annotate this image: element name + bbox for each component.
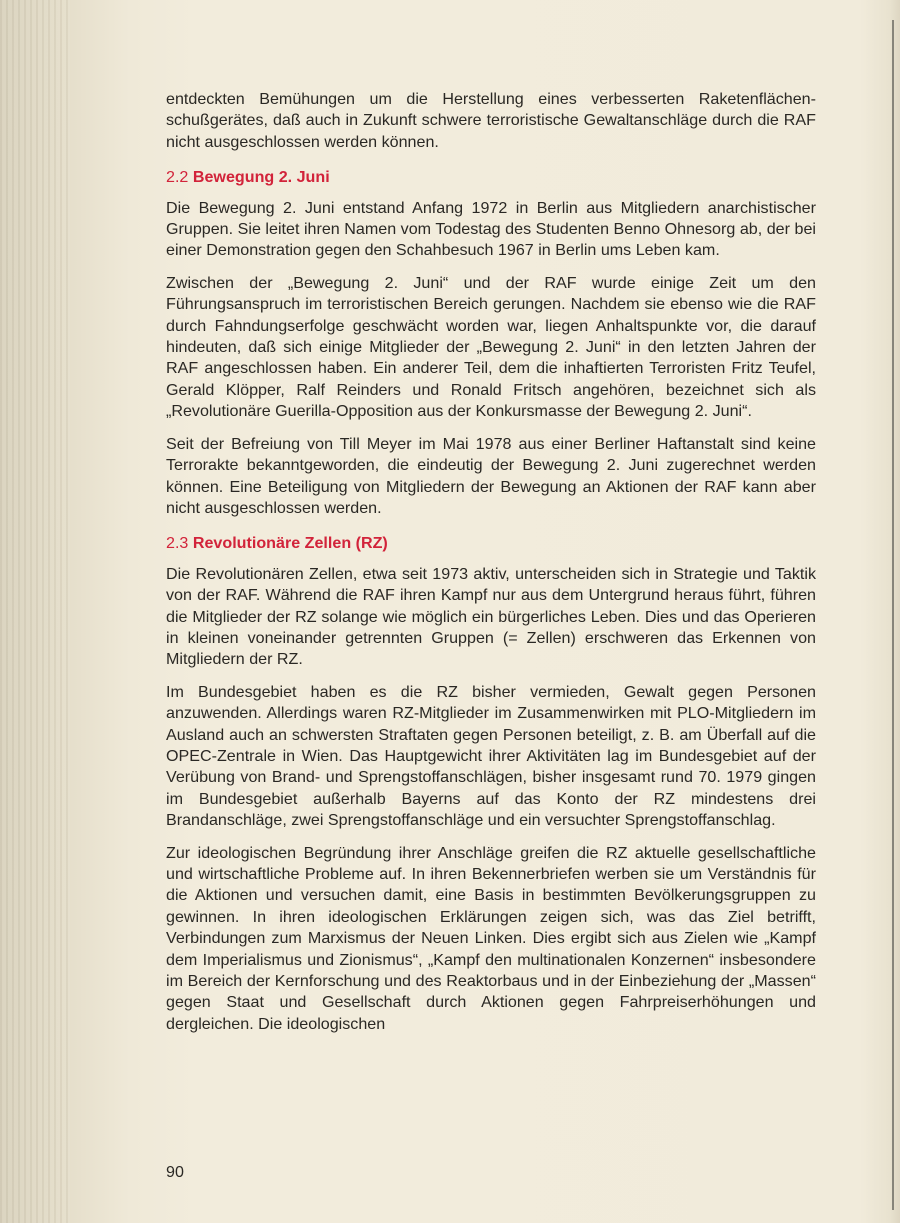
section-title: Revolutionäre Zellen (RZ): [192, 534, 388, 553]
page-number: 90: [166, 1163, 184, 1181]
body-text: [166, 89, 816, 1046]
section-number: 2.2: [166, 168, 189, 187]
page-edge: [892, 20, 894, 1210]
book-spine-shadow: [0, 0, 70, 1223]
section-heading-revolutionaere-zellen: [166, 533, 816, 554]
section-heading-bewegung-2-juni: [166, 167, 816, 188]
paragraph-rz-strategy: Die Revolutionären Zellen, etwa seit 1973 aktiv, unterscheiden sich in Strategie und Taktik von der RAF. Während die RAF ihren Kampf nur aus dem Untergrund heraus führt, führen die Mitglieder der RZ solange wie möglich ein bürgerliches Leben. Dies und das Operieren in kleinen voneinander getrennten Gruppen (= Zellen) erschweren das Erkennen von Mitgliedern der RZ.: [166, 564, 816, 669]
paragraph-origin: Die Bewegung 2. Juni entstand Anfang 1972 in Berlin aus Mitgliedern anarchistischer Gruppen. Sie leitet ihren Namen vom Todestag des Studenten Benno Ohnesorg ab, der bei einer Demonstration gegen den Schahbesuch 1967 in Berlin ums Leben kam.: [166, 198, 816, 260]
section-title: Bewegung 2. Juni: [192, 168, 330, 187]
paragraph-rz-activities: Im Bundesgebiet haben es die RZ bisher vermieden, Gewalt gegen Personen anzuwenden. Allerdings waren RZ-Mitglieder im Zusammenwirken mit PLO-Mitgliedern im Ausland auch an schwersten Straftaten gegen Personen beteiligt, z. B. am Überfall auf die OPEC-Zentrale in Wien. Das Hauptgewicht ihrer Aktivitäten lag im Bundesgebiet auf der Verübung von Brand- und Sprengstoffanschlägen, bisher insgesamt rund 70. 1979 gingen im Bundesgebiet außerhalb Bayerns auf das Konto der RZ mindestens drei Brandanschläge, zwei Sprengstoffanschläge und ein versuchter Sprengstoffanschlag.: [166, 682, 816, 830]
section-number: 2.3: [166, 534, 189, 553]
paragraph-intro: entdeckten Bemühungen um die Herstellung eines verbesserten Raketenflächenschußgerätes, daß auch in Zukunft schwere terroristische Gewaltanschläge durch die RAF nicht ausgeschlossen werden können.: [166, 90, 816, 151]
paragraph-rivalry: Zwischen der „Bewegung 2. Juni“ und der RAF wurde einige Zeit um den Führungsanspruch im terroristischen Bereich gerungen. Nachdem sie ebenso wie die RAF durch Fahndungserfolge geschwächt worden war, liegen Anhaltspunkte vor, die darauf hindeuten, daß sich einige Mitglieder der „Bewegung 2. Juni“ in den letzten Jahren der RAF angeschlossen haben. Ein anderer Teil, dem die inhaftierten Terroristen Fritz Teufel, Gerald Klöpper, Ralf Reinders und Ronald Fritsch angehören, bezeichnet sich als „Revolutionäre Guerilla-Opposition aus der Konkursmasse der Bewegung 2. Juni“.: [166, 273, 816, 421]
paragraph-since-1978: Seit der Befreiung von Till Meyer im Mai 1978 aus einer Berliner Haftanstalt sind keine Terrorakte bekanntgeworden, die eindeutig der Bewegung 2. Juni zugerechnet werden können. Eine Beteiligung von Mitgliedern der Bewegung an Aktionen der RAF kann aber nicht ausgeschlossen werden.: [166, 434, 816, 517]
paragraph-rz-ideology: Zur ideologischen Begründung ihrer Anschläge greifen die RZ aktuelle gesellschaftliche und wirtschaftliche Probleme auf. In ihren Bekennerbriefen werben sie um Verständnis für die Aktionen und versuchen damit, eine Basis in bestimmten Bevölkerungsgruppen zu gewinnen. In ihren ideologischen Erklärungen zeigen sich, was das Ziel betrifft, Verbindungen zum Marxismus der Neuen Linken. Dies ergibt sich aus Zielen wie „Kampf dem Imperialismus und Zionismus“, „Kampf den multinationalen Konzernen“ insbesondere im Bereich der Kernforschung und des Reaktorbaus und in der Einbeziehung der „Massen“ gegen Staat und Gesellschaft durch Aktionen gegen Fahrpreiserhöhungen und dergleichen. Die ideologischen: [166, 843, 816, 1033]
